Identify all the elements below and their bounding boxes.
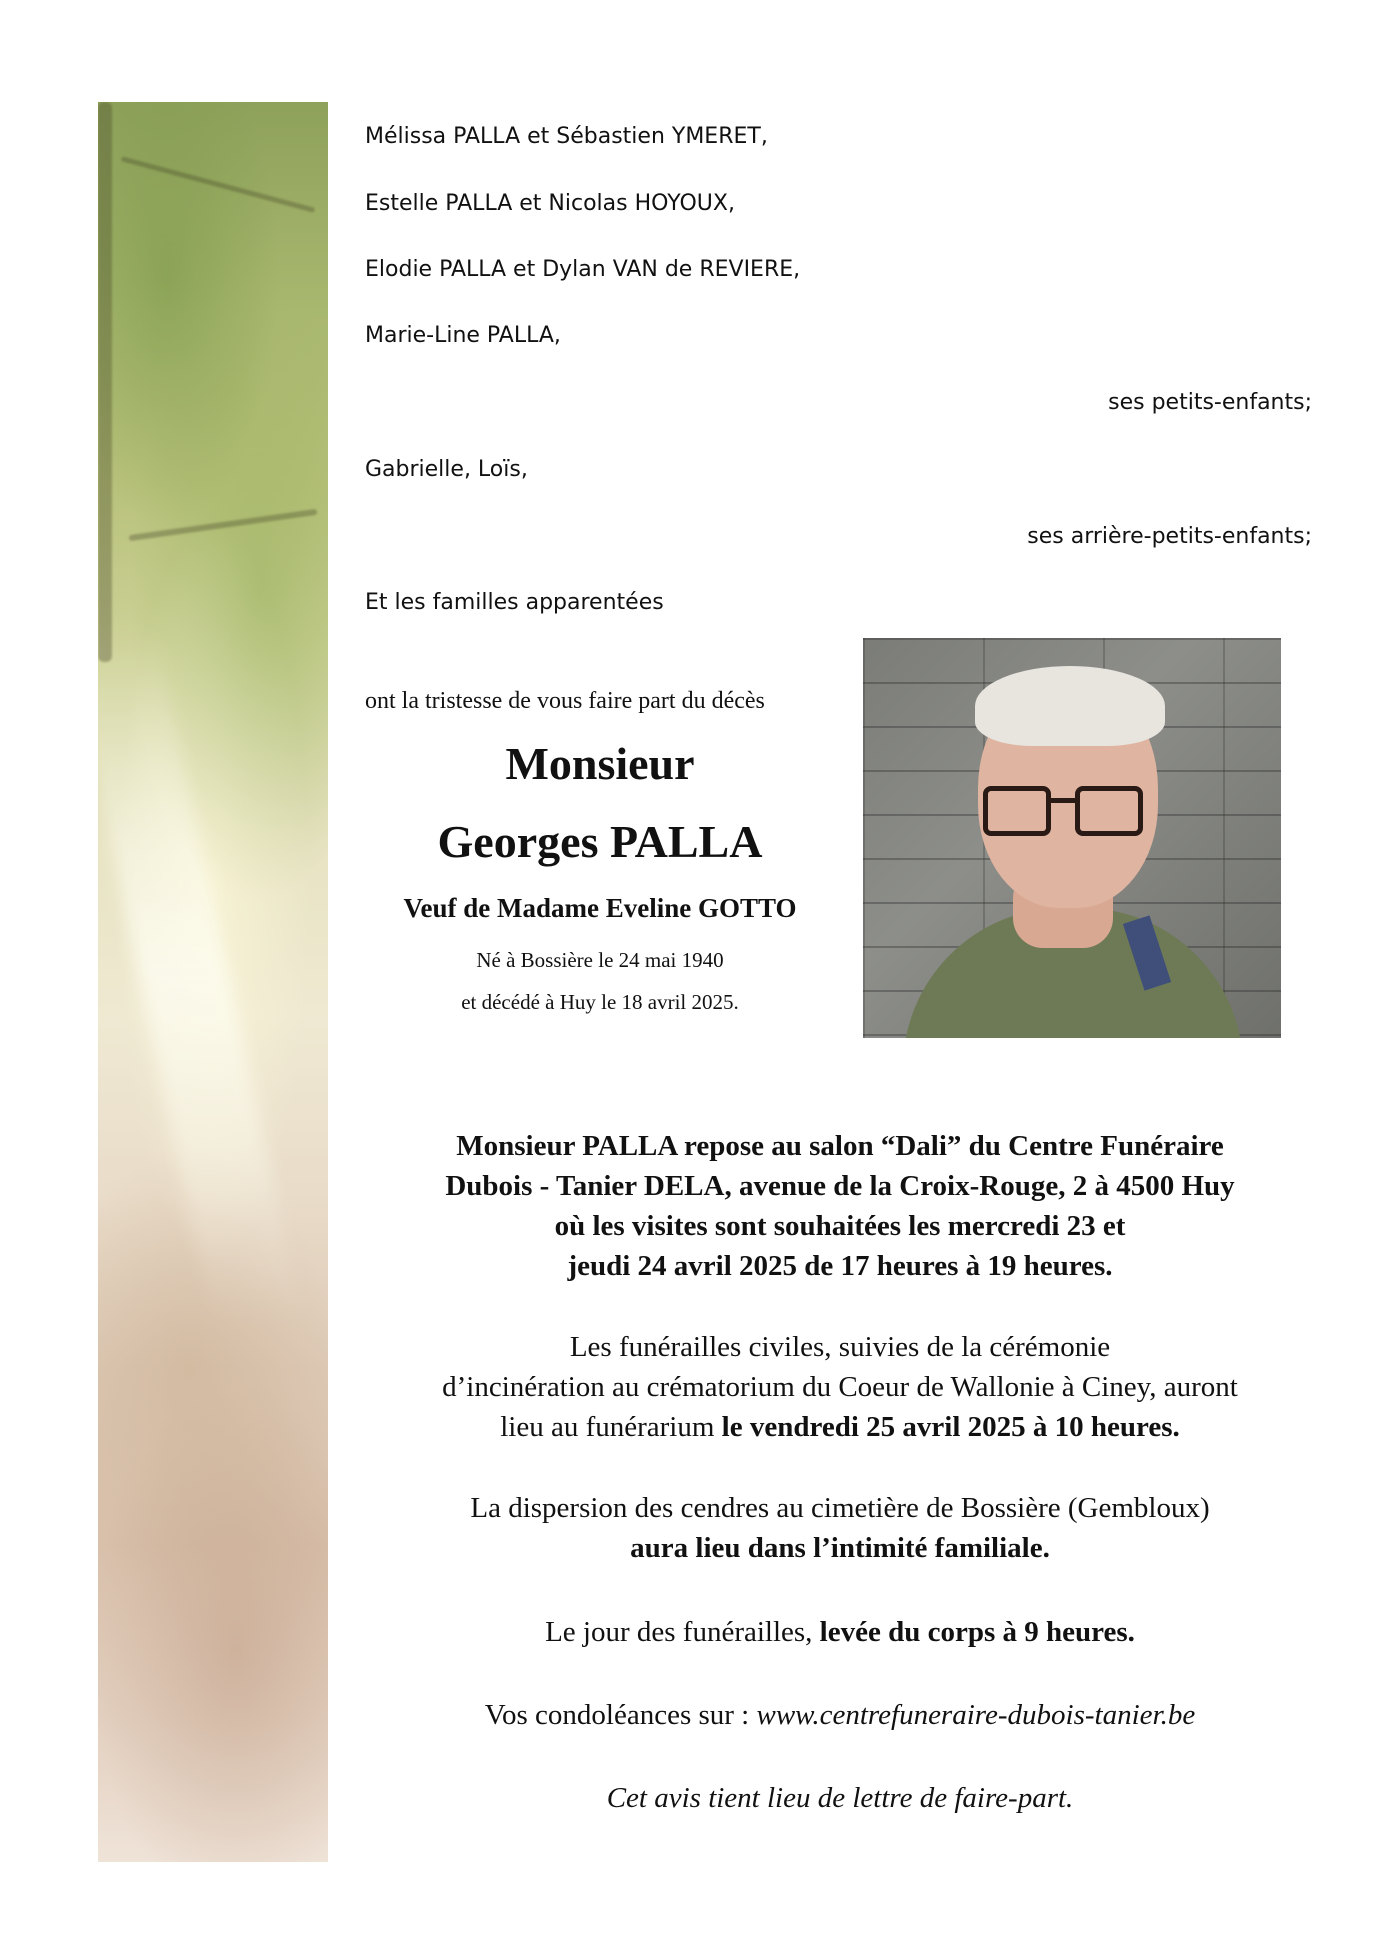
ashes-line-1: La dispersion des cendres au cimetière de Bossière (Gembloux) [470, 1492, 1210, 1524]
announcement: ont la tristesse de vous faire part du décès [365, 688, 765, 714]
birth-info: Né à Bossière le 24 mai 1940 [476, 948, 724, 972]
departure-plain: Le jour des funérailles, [545, 1616, 820, 1648]
death-info: et décédé à Huy le 18 avril 2025. [461, 990, 739, 1014]
deceased-honorific: Monsieur [505, 738, 695, 789]
condolences-link[interactable]: www.centrefuneraire-dubois-tanier.be [756, 1699, 1196, 1731]
visitation-line-2: Dubois - Tanier DELA, avenue de la Croix-Rouge, 2 à 4500 Huy [445, 1170, 1235, 1202]
visitation-line-4: jeudi 24 avril 2025 de 17 heures à 19 heures. [567, 1250, 1113, 1282]
funeral-date: le vendredi 25 avril 2025 à 10 heures. [721, 1411, 1180, 1443]
family-line-2: Estelle PALLA et Nicolas HOYOUX, [365, 191, 735, 216]
deceased-name: Georges PALLA [437, 816, 763, 867]
ashes-block [360, 1488, 1320, 1568]
funeral-line-3-plain: lieu au funérarium [500, 1411, 722, 1443]
great-grandchildren-line: Gabrielle, Loïs, [365, 457, 528, 482]
funeral-line-1: Les funérailles civiles, suivies de la cérémonie [569, 1331, 1111, 1363]
funeral-block [360, 1327, 1320, 1447]
departure-time: levée du corps à 9 heures. [819, 1616, 1135, 1648]
funeral-line-2: d’incinération au crématorium du Coeur de Wallonie à Ciney, auront [442, 1371, 1238, 1403]
widow-of: Veuf de Madame Eveline GOTTO [403, 893, 797, 923]
departure-line [360, 1612, 1320, 1652]
notice-line: Cet avis tient lieu de lettre de faire-part. [606, 1782, 1074, 1814]
visitation-block [360, 1126, 1320, 1286]
family-line-4: Marie-Line PALLA, [365, 323, 561, 348]
funeral-line-3 [360, 1407, 1320, 1447]
ashes-line-2: aura lieu dans l’intimité familiale. [630, 1532, 1050, 1564]
condolences-line [360, 1695, 1320, 1735]
grandchildren-label: ses petits-enfants; [1108, 390, 1312, 415]
visitation-line-1: Monsieur PALLA repose au salon “Dali” du Centre Funéraire [456, 1130, 1224, 1162]
visitation-line-3: où les visites sont souhaitées les mercredi 23 et [554, 1210, 1126, 1242]
condolences-label: Vos condoléances sur : [484, 1699, 757, 1731]
great-grandchildren-label: ses arrière-petits-enfants; [1027, 524, 1312, 549]
portrait-photo [863, 638, 1281, 1038]
relatives-line: Et les familles apparentées [365, 590, 664, 615]
forest-path-decoration [98, 102, 328, 1862]
family-line-3: Elodie PALLA et Dylan VAN de REVIERE, [365, 257, 801, 282]
family-line-1: Mélissa PALLA et Sébastien YMERET, [365, 124, 768, 149]
